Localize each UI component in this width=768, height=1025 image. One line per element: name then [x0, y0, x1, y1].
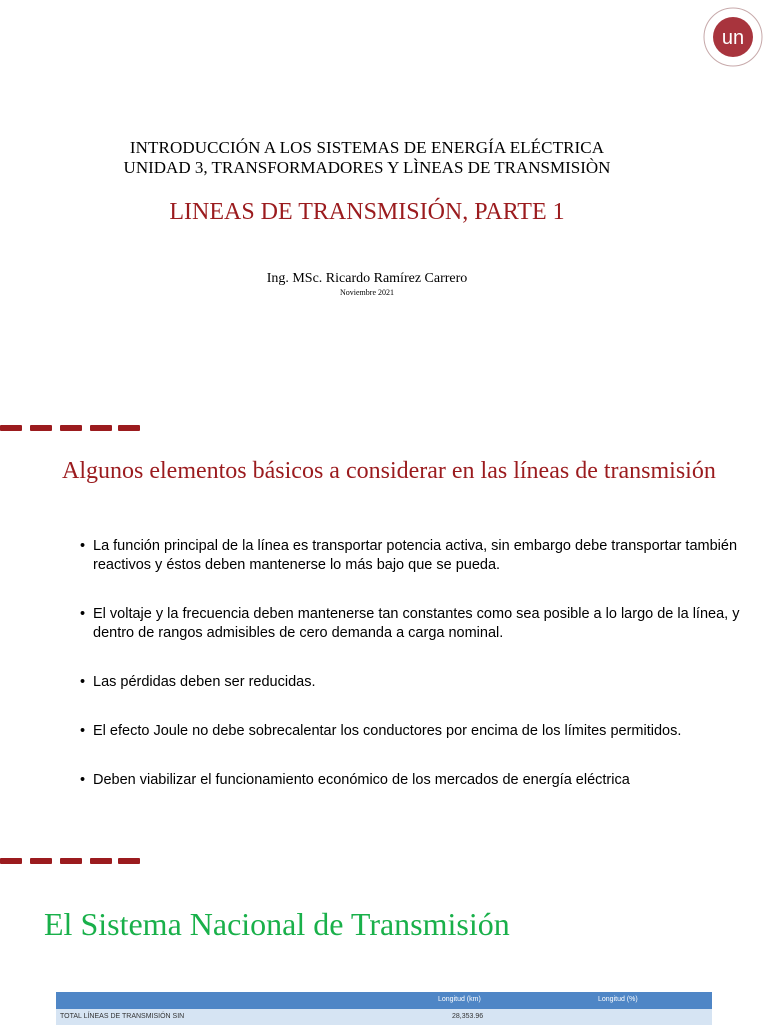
data-table [56, 992, 712, 1025]
course-title: INTRODUCCIÓN A LOS SISTEMAS DE ENERGÍA ELÉCTRICA [129, 138, 605, 157]
unit-title: UNIDAD 3, TRANSFORMADORES Y LÌNEAS DE TRANSMISIÒN [123, 158, 611, 177]
list-item: • Las pérdidas deben ser reducidas. [80, 674, 316, 690]
slide-title: El Sistema Nacional de Transmisión [44, 906, 510, 942]
list-item: • La función principal de la línea es transportar potencia activa, sin embargo debe transportar también reactivos y éstos deben mantenerse lo más bajo que se pueda. [80, 538, 738, 573]
title-slide [0, 0, 768, 410]
lecture-title: LINEAS DE TRANSMISIÓN, PARTE 1 [169, 199, 565, 225]
list-item: • El efecto Joule no debe sobrecalentar los conductores por encima de los límites permitidos. [80, 723, 682, 739]
column-header: Longitud (%) [598, 996, 638, 1003]
university-logo [702, 6, 764, 68]
row-value: 28,353.96 [452, 1013, 484, 1020]
column-header: Longitud (km) [438, 996, 481, 1003]
list-item: • Deben viabilizar el funcionamiento económico de los mercados de energía eléctrica [80, 772, 630, 788]
slide-title: Algunos elementos básicos a considerar en las líneas de transmisión [62, 458, 716, 484]
list-item: • El voltaje y la frecuencia deben mantenerse tan constantes como sea posible a lo largo de la línea, y dentro de rangos admisibles de cero demanda a carga nominal. [80, 606, 740, 641]
date: Noviembre 2021 [340, 288, 394, 297]
table-row [56, 1009, 712, 1025]
author: Ing. MSc. Ricardo Ramírez Carrero [266, 271, 468, 286]
table-header [56, 992, 712, 1009]
slide-separator [0, 858, 140, 864]
row-label: TOTAL LÍNEAS DE TRANSMISIÓN SIN [60, 1013, 185, 1020]
slide-separator [0, 425, 140, 431]
svg-text:un: un [721, 27, 745, 49]
